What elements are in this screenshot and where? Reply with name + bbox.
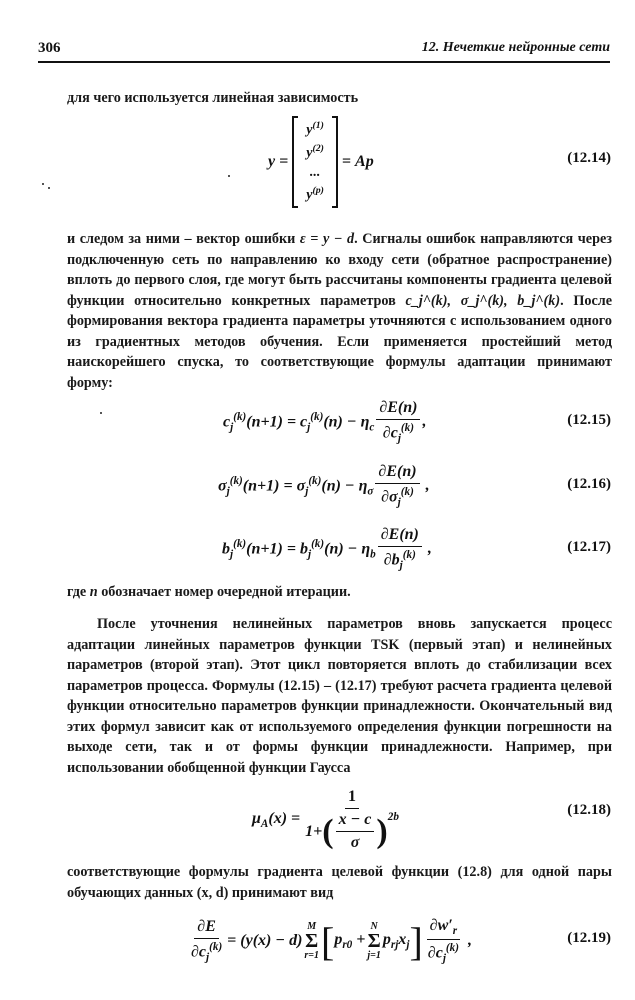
equation-12-18: $\mu_A(x)$ = 1 1+ ( $\frac{x - c}{\sigma}$ ) $^{2b}$ (12.18) xyxy=(252,788,611,851)
page-header xyxy=(38,40,610,60)
equation-number: (12.17) xyxy=(567,539,611,555)
scan-speck xyxy=(228,175,230,177)
equation-number: (12.19) xyxy=(567,930,611,946)
paragraph-1: для чего используется линейная зависимость xyxy=(67,90,359,106)
page-number: 306 xyxy=(38,40,61,56)
paragraph-4: После уточнения нелинейных параметров вновь запускается процесс адаптации линейных параметров функции TSK (первый этап) и нелинейных параметров (второй этап). Этот цикл повторяется вплоть до стабилизации всех параметров процесса. Формулы (12.15) – (12.17) требуют расчета градиента целевой функции относительно параметров функции принадлежности. Окончательный вид этих формул зависит как от используемого определения функции погрешности на выходе сети, так и от формы функции принадлежности. Например, при использовании обобщенной функции Гаусса xyxy=(67,616,612,776)
paragraph-2: и следом за ними – вектор ошибки ε = y − d. Сигналы ошибок направляются через подключенную сеть по направлению ко входу сети (обратное распространение) вплоть до первого слоя, где могут быть рассчитаны компоненты градиента целевой функции относительно конкретных параметров c_j^(k), σ_j^(k), b_j^(k). После формирования вектора градиента параметры уточняются с использованием одного из градиентных методов обучения. Если применяется простейший метод наискорейшего спуска, то соответствующие формулы адаптации принимают форму: xyxy=(67,231,613,391)
equation-12-19: $\frac{\partial E}{\partial c_j^{(k)}}$ = (y(x) − d) M Σ r=1 [ $p_{r0}$ + N Σ j=1 $p_{rj}x_j$ ] $\frac{\partial w'_r}{\partial c_j^{(k)}}$ , (12.19) xyxy=(191,917,611,965)
parameter-list: c_j^(k), σ_j^(k), b_j^(k) xyxy=(405,292,561,309)
equation-number: (12.15) xyxy=(567,412,611,428)
equation-12-14: y = $y^{(1)}$ $y^{(2)}$ ... $y^{(p)}$ = Ap (12.14) xyxy=(0,112,635,212)
header-rule xyxy=(38,61,610,63)
output-vector: $y^{(1)}$ $y^{(2)}$ ... $y^{(p)}$ xyxy=(292,116,338,208)
scan-speck xyxy=(100,412,102,414)
equation-12-16: $\sigma_j^{(k)}(n+1) = \sigma_j^{(k)}(n) - \eta_\sigma$ $\frac{\partial E(n)}{\partial\sigma_j^{(k)}}$ , (12.16) xyxy=(218,463,611,509)
error-vector-formula: ε = y − d xyxy=(299,231,355,247)
scan-speck xyxy=(42,183,44,185)
equation-12-17: $b_j^{(k)}(n+1) = b_j^{(k)}(n) - \eta_b$ $\frac{\partial E(n)}{\partial b_j^{(k)}}$ , (12.17) xyxy=(222,526,611,572)
equation-number: (12.14) xyxy=(567,150,611,166)
equation-number: (12.16) xyxy=(567,476,611,492)
equation-number: (12.18) xyxy=(567,802,611,818)
paragraph-3: где n обозначает номер очередной итерации. xyxy=(67,584,351,600)
running-head: 12. Нечеткие нейронные сети xyxy=(421,40,610,55)
equation-12-15: $c_j^{(k)}(n+1) = c_j^{(k)}(n) - \eta_c$ $\frac{\partial E(n)}{\partial c_j^{(k)}}$ , (12.15) xyxy=(223,399,611,445)
scan-speck xyxy=(48,187,50,189)
iteration-symbol: n xyxy=(89,584,98,600)
paragraph-5: соответствующие формулы градиента целевой функции (12.8) для одной пары обучающих данных (x, d) принимают вид xyxy=(67,864,612,901)
